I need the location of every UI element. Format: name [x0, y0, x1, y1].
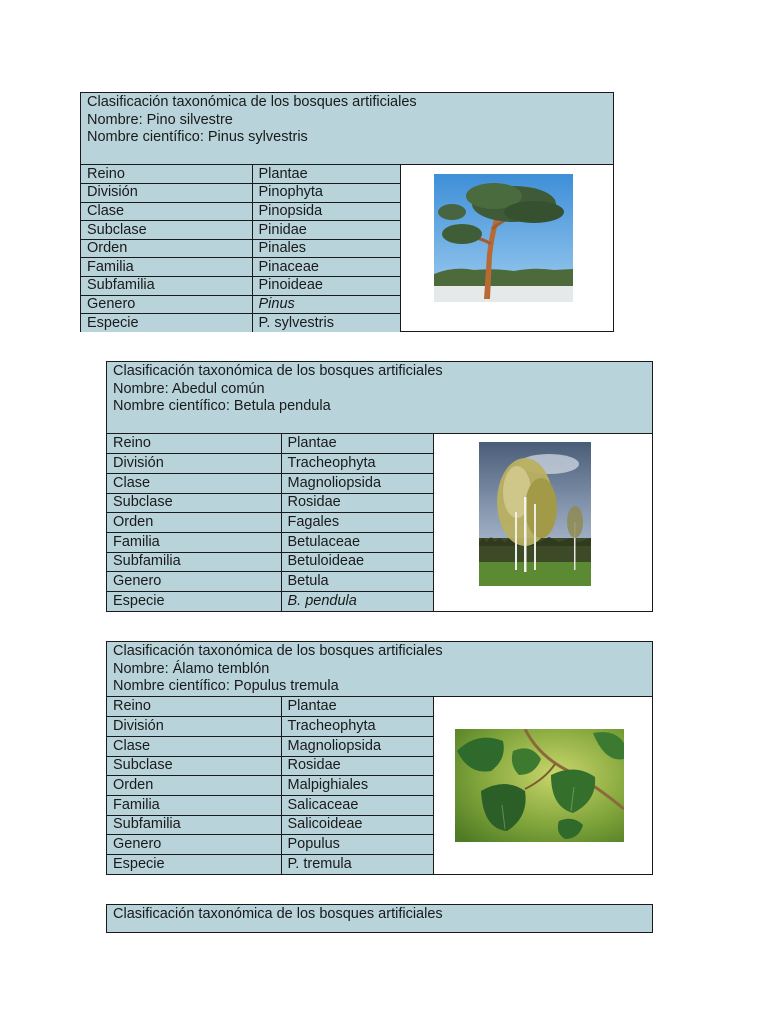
- table-row: [107, 815, 433, 835]
- card-title: Clasificación taxonómica de los bosques artificiales: [113, 363, 443, 379]
- scientific-name: Nombre científico: Populus tremula: [113, 678, 339, 694]
- rank-label: Subclase: [107, 493, 281, 513]
- taxonomy-table: [107, 697, 434, 874]
- rank-label: División: [107, 717, 281, 737]
- common-name: Nombre: Pino silvestre: [87, 111, 233, 128]
- table-row: [107, 513, 433, 533]
- rank-value: Malpighiales: [281, 776, 433, 796]
- taxonomy-card-partial: [106, 904, 653, 933]
- rank-label: Subfamilia: [107, 815, 281, 835]
- rank-value: Tracheophyta: [281, 454, 433, 474]
- rank-label: Clase: [81, 202, 252, 221]
- silver-birch-tree-photo: [479, 442, 591, 586]
- rank-label: Orden: [107, 776, 281, 796]
- rank-value: P. tremula: [281, 855, 433, 875]
- rank-value: Magnoliopsida: [281, 736, 433, 756]
- rank-value: Fagales: [281, 513, 433, 533]
- table-row: [81, 221, 400, 240]
- rank-label: Subclase: [81, 221, 252, 240]
- table-row: [107, 592, 433, 612]
- rank-value: Plantae: [281, 697, 433, 717]
- rank-label: Genero: [107, 835, 281, 855]
- table-row: [107, 572, 433, 592]
- rank-value: Plantae: [252, 165, 400, 184]
- rank-value: Pinophyta: [252, 184, 400, 203]
- rank-value: Rosidae: [281, 756, 433, 776]
- table-row: [107, 493, 433, 513]
- rank-label: Subclase: [107, 756, 281, 776]
- table-row: [107, 776, 433, 796]
- common-name: Nombre: Álamo temblón: [113, 660, 270, 677]
- rank-value: Rosidae: [281, 493, 433, 513]
- rank-value: Populus: [281, 835, 433, 855]
- table-row: [107, 473, 433, 493]
- rank-value: Salicoideae: [281, 815, 433, 835]
- rank-value: Magnoliopsida: [281, 473, 433, 493]
- aspen-leaves-photo: [455, 729, 624, 842]
- rank-label: Orden: [81, 239, 252, 258]
- rank-value: Betuloideae: [281, 552, 433, 572]
- taxonomy-card-pino-silvestre: [80, 92, 614, 332]
- scots-pine-tree-photo: [434, 174, 573, 302]
- rank-label: Familia: [81, 258, 252, 277]
- table-row: [81, 258, 400, 277]
- table-row: [81, 184, 400, 203]
- table-row: [107, 697, 433, 717]
- rank-value: Plantae: [281, 434, 433, 454]
- table-row: [107, 532, 433, 552]
- rank-value: Betula: [281, 572, 433, 592]
- rank-label: Especie: [107, 855, 281, 875]
- common-name: Nombre: Abedul común: [113, 380, 265, 397]
- table-row: [81, 295, 400, 314]
- table-row: [107, 717, 433, 737]
- rank-value: Pinopsida: [252, 202, 400, 221]
- rank-label: Familia: [107, 795, 281, 815]
- table-row: [81, 277, 400, 296]
- scientific-name: Nombre científico: Pinus sylvestris: [87, 129, 308, 145]
- rank-value: B. pendula: [281, 592, 433, 612]
- taxonomy-table: [81, 165, 401, 332]
- rank-label: Familia: [107, 532, 281, 552]
- rank-label: Reino: [107, 434, 281, 454]
- rank-label: Especie: [107, 592, 281, 612]
- taxonomy-card-alamo-temblon: [106, 641, 653, 875]
- rank-value: Pinoideae: [252, 277, 400, 296]
- table-row: [81, 314, 400, 333]
- rank-label: Orden: [107, 513, 281, 533]
- table-row: [107, 434, 433, 454]
- rank-label: División: [107, 454, 281, 474]
- rank-value: Tracheophyta: [281, 717, 433, 737]
- table-row: [107, 552, 433, 572]
- rank-label: Subfamilia: [81, 277, 252, 296]
- table-row: [107, 736, 433, 756]
- table-row: [81, 239, 400, 258]
- table-row: [107, 454, 433, 474]
- rank-label: Reino: [107, 697, 281, 717]
- rank-value: Pinus: [252, 295, 400, 314]
- rank-label: Reino: [81, 165, 252, 184]
- rank-label: Clase: [107, 473, 281, 493]
- taxonomy-card-abedul-comun: [106, 361, 653, 612]
- rank-value: Pinaceae: [252, 258, 400, 277]
- card-header: [81, 93, 613, 165]
- card-title: Clasificación taxonómica de los bosques artificiales: [87, 94, 417, 110]
- table-row: [107, 795, 433, 815]
- table-row: [107, 835, 433, 855]
- rank-value: Salicaceae: [281, 795, 433, 815]
- card-title: Clasificación taxonómica de los bosques artificiales: [113, 906, 443, 922]
- table-row: [107, 756, 433, 776]
- table-row: [107, 855, 433, 875]
- rank-label: Subfamilia: [107, 552, 281, 572]
- card-title: Clasificación taxonómica de los bosques artificiales: [113, 643, 443, 659]
- card-header: [107, 905, 652, 932]
- rank-label: Especie: [81, 314, 252, 333]
- rank-label: División: [81, 184, 252, 203]
- rank-label: Genero: [81, 295, 252, 314]
- table-row: [81, 165, 400, 184]
- scientific-name: Nombre científico: Betula pendula: [113, 398, 331, 414]
- card-header: [107, 642, 652, 697]
- rank-label: Clase: [107, 736, 281, 756]
- rank-label: Genero: [107, 572, 281, 592]
- rank-value: Pinales: [252, 239, 400, 258]
- table-row: [81, 202, 400, 221]
- taxonomy-table: [107, 434, 434, 611]
- rank-value: P. sylvestris: [252, 314, 400, 333]
- rank-value: Betulaceae: [281, 532, 433, 552]
- card-header: [107, 362, 652, 434]
- rank-value: Pinidae: [252, 221, 400, 240]
